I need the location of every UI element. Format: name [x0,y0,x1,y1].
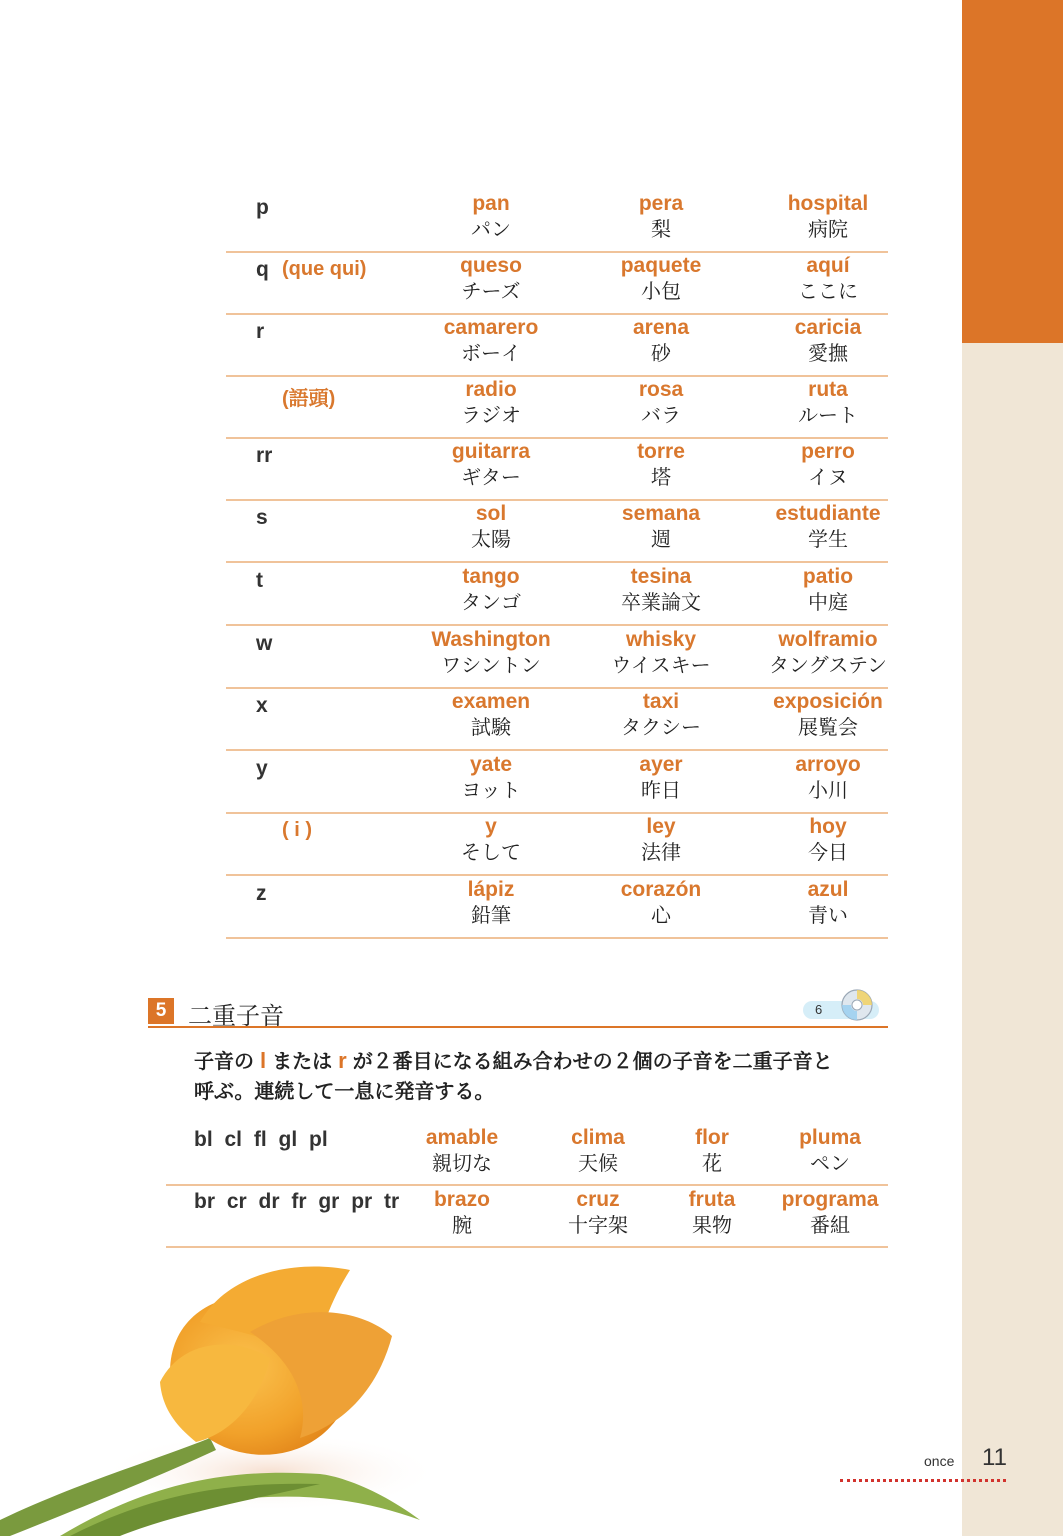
word-cell [586,192,736,242]
japanese-meaning: 法律 [641,840,681,864]
section-title: 二重子音 [188,1002,284,1030]
spanish-word: lápiz [467,878,515,901]
japanese-meaning: 中庭 [808,590,848,614]
word-cell [586,753,736,803]
word-cell [586,378,736,428]
word-cell [416,815,566,865]
chapter-tab [962,0,1063,343]
audio-track-number: 6 [815,1002,823,1017]
footer-page-number: 11 [982,1444,1007,1471]
consonant-letter: rr [256,444,273,467]
spanish-word: hoy [809,815,847,838]
japanese-meaning: 砂 [651,341,671,365]
spanish-word: azul [807,878,849,901]
consonant-letter: t [256,569,263,592]
spanish-word: arena [632,316,690,339]
table-row [226,250,888,315]
japanese-meaning: ルート [798,403,858,427]
word-cell [402,1188,522,1238]
japanese-meaning: チーズ [461,279,521,303]
consonant-cluster: bl cl fl gl pl [194,1128,328,1151]
consonant-letter: x [256,694,268,717]
spanish-word: exposición [773,690,883,713]
japanese-meaning: 昨日 [641,778,681,802]
japanese-meaning: 病院 [808,217,848,241]
spanish-word: ley [646,815,676,838]
japanese-meaning: バラ [641,403,681,427]
section-number: 5 [148,998,174,1024]
japanese-meaning: 十字架 [568,1213,628,1237]
desc-text: 子音の [194,1049,254,1073]
japanese-meaning: タクシー [621,715,701,739]
word-cell [586,690,736,740]
japanese-meaning: 青い [808,903,848,927]
word-cell [586,565,736,615]
spanish-word: hospital [787,192,869,215]
spanish-word: pluma [799,1126,861,1149]
word-cell [586,815,736,865]
consonant-letter: s [256,506,268,529]
spanish-word: brazo [433,1188,490,1211]
spanish-word: aquí [806,254,850,277]
spanish-word: rosa [638,378,684,401]
word-cell [586,878,736,928]
word-cell [416,440,566,490]
spanish-word: camarero [443,316,539,339]
cd-icon[interactable] [840,988,874,1022]
word-cell [586,628,736,678]
japanese-meaning: 小包 [641,279,681,303]
consonant-note: (語頭) [282,388,336,410]
japanese-meaning: ボーイ [461,341,521,365]
word-cell [662,1188,762,1238]
spanish-word: estudiante [775,502,881,525]
word-cell [748,753,908,803]
word-cell [770,1188,890,1238]
spanish-word: taxi [642,690,680,713]
spanish-word: semana [621,502,701,525]
table-row [226,436,888,501]
word-cell [748,628,908,678]
word-cell [416,690,566,740]
word-cell [748,878,908,928]
desc-letter-r: r [338,1048,347,1073]
spanish-word: examen [451,690,531,713]
table-row [226,874,888,939]
word-cell [586,316,736,366]
japanese-meaning: 心 [651,903,671,927]
japanese-meaning: 親切な [432,1151,492,1175]
japanese-meaning: 塔 [651,465,671,489]
table-row [226,811,888,876]
spanish-word: fruta [688,1188,736,1211]
word-cell [416,628,566,678]
japanese-meaning: タングステン [769,653,887,677]
word-cell [416,565,566,615]
spanish-word: radio [465,378,517,401]
spanish-word: ruta [808,378,848,401]
word-cell [416,254,566,304]
japanese-meaning: パン [471,217,511,241]
word-cell [416,502,566,552]
table-row [226,561,888,626]
spanish-word: cruz [576,1188,620,1211]
word-cell [748,440,908,490]
table-row [226,374,888,439]
word-cell [748,502,908,552]
table-row [226,624,888,689]
section-header [148,996,888,1028]
spanish-word: pera [638,192,684,215]
tulip-illustration [0,1262,450,1536]
japanese-meaning: ヨット [461,778,521,802]
word-cell [586,502,736,552]
spanish-word: queso [460,254,522,277]
consonant-letter: w [256,632,273,655]
word-cell [538,1188,658,1238]
japanese-meaning: ウイスキー [611,653,711,677]
japanese-meaning: ここに [798,279,858,303]
table-row [226,749,888,814]
spanish-word: flor [695,1126,729,1149]
consonant-letter: y [256,757,268,780]
word-cell [416,378,566,428]
spanish-word: paquete [620,254,702,277]
japanese-meaning: 腕 [452,1213,472,1237]
japanese-meaning: 展覧会 [798,715,858,739]
japanese-meaning: 卒業論文 [621,590,701,614]
section-description [194,1046,894,1106]
word-cell [748,690,908,740]
spanish-word: perro [801,440,855,463]
table-row [226,498,888,563]
consonant-letter: z [256,882,267,905]
table-row [226,312,888,377]
japanese-meaning: 週 [651,527,671,551]
spanish-word: Washington [431,628,551,651]
spanish-word: tesina [630,565,692,588]
japanese-meaning: 太陽 [471,527,511,551]
consonant-note: (que qui) [282,258,367,280]
word-cell [748,378,908,428]
spanish-word: tango [462,565,520,588]
table-row [166,1184,888,1248]
spanish-word: whisky [625,628,697,651]
spanish-word: torre [637,440,685,463]
word-cell [416,192,566,242]
consonant-cluster: br cr dr fr gr pr tr [194,1190,400,1213]
word-cell [662,1126,762,1176]
japanese-meaning: 梨 [651,217,671,241]
japanese-meaning: そして [461,840,521,864]
japanese-meaning: 番組 [810,1213,850,1237]
word-cell [402,1126,522,1176]
spanish-word: guitarra [451,440,531,463]
japanese-meaning: 天候 [578,1151,618,1175]
japanese-meaning: 鉛筆 [471,903,511,927]
spanish-word: programa [781,1188,879,1211]
word-cell [416,316,566,366]
spanish-word: pan [472,192,510,215]
word-cell [416,878,566,928]
spanish-word: patio [802,565,854,588]
spanish-word: amable [425,1126,499,1149]
desc-letter-l: l [260,1048,267,1073]
japanese-meaning: ギター [461,465,521,489]
spanish-word: sol [475,502,507,525]
japanese-meaning: 小川 [808,778,848,802]
japanese-meaning: 花 [702,1151,722,1175]
table-row [226,188,888,253]
spanish-word: clima [571,1126,625,1149]
word-cell [748,254,908,304]
desc-text: または [272,1049,333,1073]
footer-page-word: once [924,1453,955,1469]
word-cell [770,1126,890,1176]
japanese-meaning: 学生 [808,527,848,551]
spanish-word: ayer [639,753,683,776]
japanese-meaning: 愛撫 [808,341,848,365]
word-cell [748,565,908,615]
footer-dotted-rule [840,1479,1006,1482]
japanese-meaning: 試験 [471,715,511,739]
spanish-word: wolframio [778,628,878,651]
table-row [226,686,888,751]
japanese-meaning: ラジオ [461,403,521,427]
word-cell [748,192,908,242]
spanish-word: caricia [794,316,862,339]
consonant-letter: q [256,258,269,281]
consonant-letter: r [256,320,265,343]
word-cell [586,440,736,490]
word-cell [416,753,566,803]
spanish-word: corazón [620,878,702,901]
desc-text: 呼ぶ。連続して一息に発音する。 [194,1079,495,1103]
spanish-word: arroyo [795,753,861,776]
spanish-word: yate [469,753,513,776]
japanese-meaning: イヌ [808,465,848,489]
consonant-letter: p [256,196,269,219]
word-cell [748,815,908,865]
japanese-meaning: タンゴ [461,590,521,614]
desc-text: が２番目になる組み合わせの２個の子音を二重子音と [352,1049,833,1073]
spanish-word: y [485,815,497,838]
consonant-note: ( i ) [282,819,312,841]
word-cell [748,316,908,366]
japanese-meaning: ペン [810,1151,850,1175]
japanese-meaning: 果物 [692,1213,732,1237]
table-row [166,1122,888,1186]
japanese-meaning: ワシントン [441,653,541,677]
word-cell [538,1126,658,1176]
japanese-meaning: 今日 [808,840,848,864]
word-cell [586,254,736,304]
